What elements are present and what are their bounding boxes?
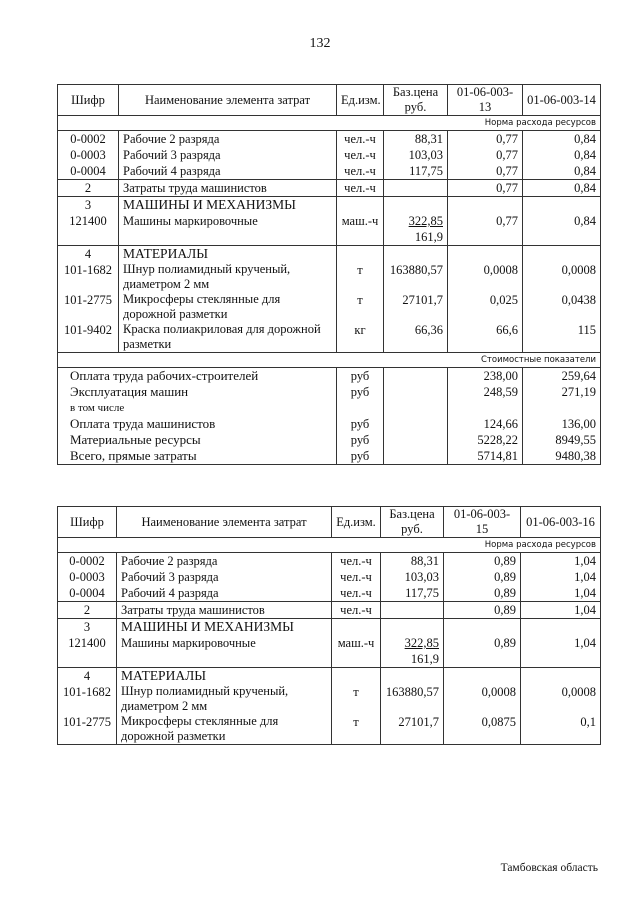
row-unit: чел.-ч: [337, 131, 384, 148]
cost-row-value-a: 5714,81: [448, 448, 523, 465]
row-unit: чел.-ч: [337, 147, 384, 163]
row-value-b: 1,04: [521, 553, 601, 570]
footer-region: Тамбовская область: [500, 862, 598, 874]
row-price: 103,03: [384, 147, 448, 163]
cost-row-value-b: [523, 400, 601, 416]
price-sub: 161,9: [410, 652, 439, 666]
section-code: 3: [58, 619, 117, 636]
row-value-b: 1,04: [521, 569, 601, 585]
section-title: МАТЕРИАЛЫ: [117, 668, 332, 685]
table-row: [58, 213, 601, 246]
price-main: 322,85: [404, 636, 439, 650]
cost-row-unit: [337, 400, 384, 416]
row-value-a: 0,77: [448, 180, 523, 197]
header-unit: Ед.изм.: [332, 507, 381, 538]
row-code: 101-1682: [58, 684, 117, 714]
estimate-table-2: [57, 506, 601, 745]
cost-row-value-b: 136,00: [523, 416, 601, 432]
table-row: [58, 569, 601, 585]
norm-label-row: [58, 116, 601, 131]
cost-row: [58, 384, 601, 400]
table-header-row: [58, 85, 601, 116]
row-value-b: 0,84: [523, 213, 601, 246]
row-unit: чел.-ч: [332, 569, 381, 585]
section-code: 4: [58, 246, 119, 263]
cost-row-unit: руб: [337, 368, 384, 385]
row-price: [384, 180, 448, 197]
row-unit: т: [332, 684, 381, 714]
row-name: Затраты труда машинистов: [117, 602, 332, 619]
row-price: 117,75: [384, 163, 448, 180]
row-price: 117,75: [381, 585, 444, 602]
row-name: Рабочий 4 разряда: [119, 163, 337, 180]
norm-label: Норма расхода ресурсов: [58, 116, 601, 131]
row-name: Микросферы стеклянные для дорожной разметки: [119, 292, 337, 322]
cost-row-value-b: 271,19: [523, 384, 601, 400]
page-number: 132: [309, 36, 331, 51]
cost-row-label: Оплата труда машинистов: [58, 416, 337, 432]
header-col-a: 01-06-003-15: [444, 507, 521, 538]
cost-row-label: Всего, прямые затраты: [58, 448, 337, 465]
table-row: [58, 163, 601, 180]
row-value-a: 0,0875: [444, 714, 521, 745]
header-code: Шифр: [58, 507, 117, 538]
header-col-b: 01-06-003-14: [523, 85, 601, 116]
section-code: 3: [58, 197, 119, 214]
row-value-a: 0,0008: [448, 262, 523, 292]
price-main: 322,85: [408, 214, 443, 228]
row-unit: маш.-ч: [332, 635, 381, 668]
cost-row-value-b: 259,64: [523, 368, 601, 385]
header-price: Баз.цена руб.: [384, 85, 448, 116]
row-code: 2: [58, 602, 117, 619]
row-value-b: 0,84: [523, 147, 601, 163]
row-unit: чел.-ч: [332, 585, 381, 602]
row-price: 163880,57: [381, 684, 444, 714]
price-sub: 161,9: [414, 230, 443, 244]
cost-row-value-a: 238,00: [448, 368, 523, 385]
row-price: 88,31: [384, 131, 448, 148]
cost-row: [58, 368, 601, 385]
cost-row-value-b: 9480,38: [523, 448, 601, 465]
row-code: 0-0002: [58, 131, 119, 148]
table-row: [58, 262, 601, 292]
row-code: 101-2775: [58, 714, 117, 745]
row-unit: т: [332, 714, 381, 745]
row-code: 0-0004: [58, 585, 117, 602]
cost-row: [58, 448, 601, 465]
row-value-b: 0,1: [521, 714, 601, 745]
machinists-row: [58, 602, 601, 619]
row-name: Шнур полиамидный крученый, диаметром 2 мм: [119, 262, 337, 292]
row-name: Рабочие 2 разряда: [119, 131, 337, 148]
row-value-b: 1,04: [521, 585, 601, 602]
row-name: Рабочий 3 разряда: [119, 147, 337, 163]
header-unit: Ед.изм.: [337, 85, 384, 116]
section-title: МАШИНЫ И МЕХАНИЗМЫ: [117, 619, 332, 636]
row-name: Затраты труда машинистов: [119, 180, 337, 197]
cost-label: Стоимостные показатели: [58, 353, 601, 368]
cost-row: [58, 416, 601, 432]
row-value-b: 0,0008: [521, 684, 601, 714]
row-code: 101-1682: [58, 262, 119, 292]
row-value-b: 0,0008: [523, 262, 601, 292]
cost-row-value-a: [448, 400, 523, 416]
machinists-row: [58, 180, 601, 197]
row-value-b: 0,0438: [523, 292, 601, 322]
row-value-b: 0,84: [523, 163, 601, 180]
estimate-table-1: [57, 84, 601, 465]
cost-row-unit: руб: [337, 416, 384, 432]
table-row: [58, 553, 601, 570]
section-title: МАТЕРИАЛЫ: [119, 246, 337, 263]
header-col-b: 01-06-003-16: [521, 507, 601, 538]
cost-row: [58, 400, 601, 416]
cost-row-label: Материальные ресурсы: [58, 432, 337, 448]
row-unit: чел.-ч: [332, 553, 381, 570]
row-unit: чел.-ч: [332, 602, 381, 619]
table-row: [58, 292, 601, 322]
cost-row-value-a: 248,59: [448, 384, 523, 400]
row-value-b: 115: [523, 322, 601, 353]
table-row: [58, 147, 601, 163]
row-price: [381, 602, 444, 619]
row-value-a: 0,77: [448, 147, 523, 163]
row-price: 163880,57: [384, 262, 448, 292]
row-value-b: 0,84: [523, 180, 601, 197]
row-price: [381, 635, 444, 668]
cost-row-value-b: 8949,55: [523, 432, 601, 448]
row-code: 121400: [58, 635, 117, 668]
row-price: 88,31: [381, 553, 444, 570]
header-price: Баз.цена руб.: [381, 507, 444, 538]
row-value-b: 1,04: [521, 635, 601, 668]
table-header-row: [58, 507, 601, 538]
row-name: Шнур полиамидный крученый, диаметром 2 мм: [117, 684, 332, 714]
row-value-a: 0,89: [444, 569, 521, 585]
row-code: 101-2775: [58, 292, 119, 322]
row-name: Микросферы стеклянные для дорожной разметки: [117, 714, 332, 745]
row-price: 27101,7: [381, 714, 444, 745]
row-name: Краска полиакриловая для дорожной разметки: [119, 322, 337, 353]
row-name: Рабочие 2 разряда: [117, 553, 332, 570]
row-value-a: 0,77: [448, 213, 523, 246]
header-name: Наименование элемента затрат: [117, 507, 332, 538]
section-title: МАШИНЫ И МЕХАНИЗМЫ: [119, 197, 337, 214]
row-name: Машины маркировочные: [119, 213, 337, 246]
row-value-b: 1,04: [521, 602, 601, 619]
row-unit: т: [337, 262, 384, 292]
norm-label-row: [58, 538, 601, 553]
row-code: 101-9402: [58, 322, 119, 353]
row-value-b: 0,84: [523, 131, 601, 148]
cost-label-row: [58, 353, 601, 368]
header-col-a: 01-06-003-13: [448, 85, 523, 116]
section-header-machines: [58, 619, 601, 636]
row-value-a: 0,89: [444, 585, 521, 602]
row-name: Рабочий 4 разряда: [117, 585, 332, 602]
table-row: [58, 684, 601, 714]
table-row: [58, 714, 601, 745]
section-header-materials: [58, 246, 601, 263]
row-value-a: 0,77: [448, 163, 523, 180]
norm-label: Норма расхода ресурсов: [58, 538, 601, 553]
cost-row-unit: руб: [337, 432, 384, 448]
row-value-a: 0,0008: [444, 684, 521, 714]
cost-row-label: Эксплуатация машин: [58, 384, 337, 400]
cost-row-value-a: 5228,22: [448, 432, 523, 448]
cost-row: [58, 432, 601, 448]
row-code: 121400: [58, 213, 119, 246]
row-unit: маш.-ч: [337, 213, 384, 246]
row-value-a: 0,77: [448, 131, 523, 148]
row-value-a: 0,89: [444, 553, 521, 570]
table-row: [58, 635, 601, 668]
row-code: 2: [58, 180, 119, 197]
row-unit: т: [337, 292, 384, 322]
row-value-a: 0,89: [444, 602, 521, 619]
cost-row-unit: руб: [337, 384, 384, 400]
row-code: 0-0003: [58, 147, 119, 163]
cost-row-label: Оплата труда рабочих-строителей: [58, 368, 337, 385]
row-price: [384, 213, 448, 246]
section-header-machines: [58, 197, 601, 214]
cost-row-label: в том числе: [58, 400, 337, 416]
table-row: [58, 131, 601, 148]
row-value-a: 66,6: [448, 322, 523, 353]
header-name: Наименование элемента затрат: [119, 85, 337, 116]
row-code: 0-0004: [58, 163, 119, 180]
row-price: 103,03: [381, 569, 444, 585]
section-header-materials: [58, 668, 601, 685]
row-name: Машины маркировочные: [117, 635, 332, 668]
section-code: 4: [58, 668, 117, 685]
row-price: 27101,7: [384, 292, 448, 322]
row-unit: кг: [337, 322, 384, 353]
table-row: [58, 585, 601, 602]
row-value-a: 0,025: [448, 292, 523, 322]
row-unit: чел.-ч: [337, 180, 384, 197]
table-row: [58, 322, 601, 353]
cost-row-value-a: 124,66: [448, 416, 523, 432]
row-code: 0-0002: [58, 553, 117, 570]
header-code: Шифр: [58, 85, 119, 116]
row-value-a: 0,89: [444, 635, 521, 668]
row-price: 66,36: [384, 322, 448, 353]
row-name: Рабочий 3 разряда: [117, 569, 332, 585]
row-code: 0-0003: [58, 569, 117, 585]
row-unit: чел.-ч: [337, 163, 384, 180]
cost-row-unit: руб: [337, 448, 384, 465]
